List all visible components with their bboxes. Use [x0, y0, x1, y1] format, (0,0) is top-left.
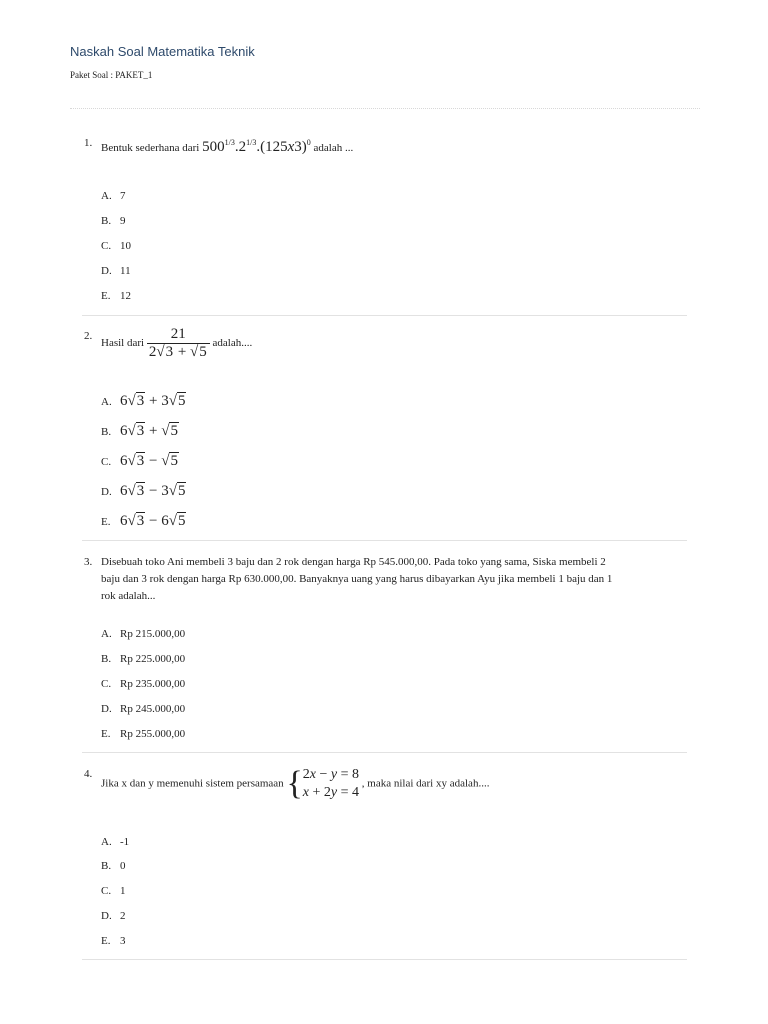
question-2-option-d[interactable]: D. 6√3 − 3√5 — [101, 483, 186, 499]
question-1-text-after: adalah ... — [313, 142, 354, 154]
question-1-option-a[interactable]: A. 7 — [101, 190, 126, 202]
question-4-option-c[interactable]: C. 1 — [101, 885, 126, 897]
question-2-option-b[interactable]: B. 6√3 + √5 — [101, 423, 178, 439]
question-4-option-e[interactable]: E. 3 — [101, 935, 126, 947]
question-4-option-a[interactable]: A. -1 — [101, 836, 130, 848]
question-2-text-after: adalah.... — [212, 337, 253, 350]
question-1-option-e[interactable]: E. 12 — [101, 290, 131, 302]
question-1-formula: $500^{1/3}.2^{1/3}.(125x3)^0$ — [202, 138, 311, 155]
question-4-text-after: , maka nilai dari xy adalah.... — [361, 777, 490, 790]
question-4-equation-system: 2x − y = 8 x + 2y = 4 — [302, 767, 360, 800]
question-3-option-b[interactable]: B. Rp 225.000,00 — [101, 653, 186, 665]
question-1-text-before: Bentuk sederhana dari — [101, 142, 200, 154]
question-2-stem — [101, 326, 252, 361]
package-label: Paket Soal : PAKET_1 — [70, 70, 153, 80]
system-brace: { — [286, 765, 303, 802]
question-1-option-d[interactable]: D. 11 — [101, 265, 131, 277]
question-1-option-c[interactable]: C. 10 — [101, 240, 131, 252]
question-3-option-d[interactable]: D. Rp 245.000,00 — [101, 703, 186, 715]
question-divider — [82, 752, 687, 753]
question-2-option-c[interactable]: C. 6√3 − √5 — [101, 453, 178, 469]
question-2-number: 2. — [84, 330, 93, 342]
header-divider — [70, 108, 700, 109]
document-title: Naskah Soal Matematika Teknik — [70, 44, 255, 59]
question-divider — [82, 315, 687, 316]
question-3-number: 3. — [84, 556, 93, 568]
question-1-stem — [101, 134, 353, 157]
question-3-option-e[interactable]: E. Rp 255.000,00 — [101, 728, 186, 740]
question-4-option-b[interactable]: B. 0 — [101, 860, 126, 872]
question-3-option-c[interactable]: C. Rp 235.000,00 — [101, 678, 186, 690]
question-4-number: 4. — [84, 768, 93, 780]
question-2-fraction: $\frac{21}{2√3 + √5}$ — [147, 326, 210, 361]
question-2-option-a[interactable]: A. 6√3 + 3√5 — [101, 393, 186, 409]
question-1-number: 1. — [84, 137, 93, 149]
question-4-stem — [101, 766, 489, 802]
question-3-stem — [101, 554, 691, 605]
question-4-option-d[interactable]: D. 2 — [101, 910, 126, 922]
question-3-line-1: Disebuah toko Ani membeli 3 baju dan 2 rok dengan harga Rp 545.000,00. Pada toko yang sama, Siska membeli 2 — [101, 556, 606, 568]
question-divider — [82, 959, 687, 960]
question-2-option-e[interactable]: E. 6√3 − 6√5 — [101, 513, 186, 529]
question-3-option-a[interactable]: A. Rp 215.000,00 — [101, 628, 186, 640]
question-divider — [82, 540, 687, 541]
question-2-text-before: Hasil dari — [101, 337, 145, 350]
question-1-option-b[interactable]: B. 9 — [101, 215, 126, 227]
question-3-line-3: rok adalah... — [101, 590, 156, 602]
question-3-line-2: baju dan 3 rok dengan harga Rp 630.000,00. Banyaknya uang yang harus dibayarkan Ayu jika membeli 1 baju dan 1 — [101, 573, 613, 585]
question-4-text-before: Jika x dan y memenuhi sistem persamaan — [101, 777, 284, 790]
